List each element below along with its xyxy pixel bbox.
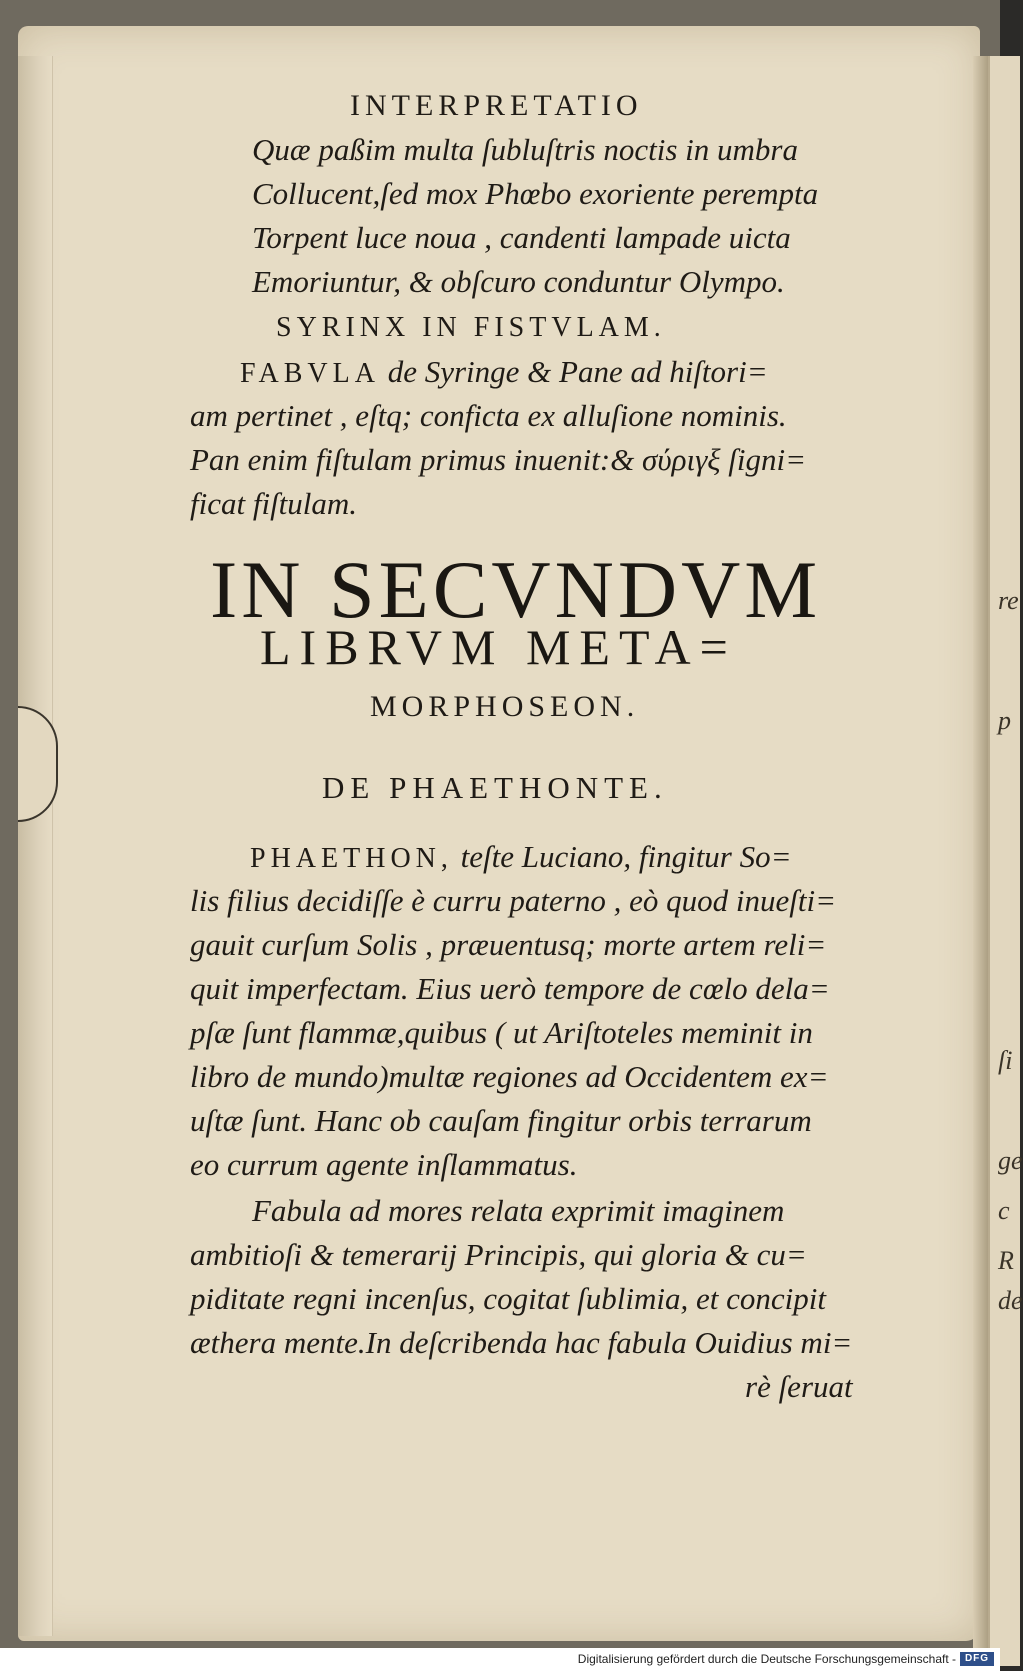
facing-fragment: R: [998, 1246, 1014, 1275]
body-line: æthera mente.In deſcribenda hac fabula Ouidius mi=: [190, 1325, 853, 1360]
body-line: gauit curſum Solis , præuentusq; morte artem reli=: [190, 927, 827, 962]
verse-line: Quæ paßim multa ſubluſtris noctis in umbra: [252, 132, 798, 167]
body-line: eo currum agente inſlammatus.: [190, 1147, 578, 1182]
heading-interpretatio: INTERPRETATIO: [350, 89, 643, 122]
verse-line: Emoriuntur, & obſcuro conduntur Olympo.: [252, 264, 785, 299]
facing-fragment: re: [998, 586, 1019, 615]
facing-fragment: p: [998, 706, 1011, 735]
body-line: [250, 838, 792, 878]
dfg-logo: DFG: [960, 1652, 994, 1666]
fabula-lead: FABVLA: [240, 358, 380, 389]
phaethon-lead: PHAETHON,: [250, 843, 453, 874]
body-line: quit imperfectam. Eius uerò tempore de cœlo dela=: [190, 971, 830, 1006]
footer-credit: Digitalisierung gefördert durch die Deutsche Forschungsgemeinschaft -: [577, 1652, 956, 1666]
fabula-line: [240, 353, 768, 393]
book-title-line-1: IN SECVNDVM: [210, 544, 822, 635]
book-title-line-3: MORPHOSEON.: [370, 690, 640, 723]
fabula-line: ficat fiſtulam.: [190, 486, 358, 521]
section-title: DE PHAETHONTE.: [322, 770, 668, 805]
verse-line: Collucent,ſed mox Phœbo exoriente perempta: [252, 176, 819, 211]
digitization-footer: [0, 1648, 1000, 1671]
catchword: rè ſeruat: [745, 1369, 853, 1404]
body-line: uſtæ ſunt. Hanc ob cauſam fingitur orbis terrarum: [190, 1103, 812, 1138]
book-title-line-2: LIBRVM META=: [260, 619, 737, 675]
body-line: ambitioſi & temerarij Principis, qui gloria & cu=: [190, 1237, 807, 1272]
syrinx-title: SYRINX IN FISTVLAM.: [276, 312, 666, 343]
facing-fragment: ſi: [998, 1046, 1013, 1075]
fabula-line-text: de Syringe & Pane ad hiſtori=: [379, 354, 768, 389]
body-line: libro de mundo)multæ regiones ad Occidentem ex=: [190, 1059, 829, 1094]
body-line: Fabula ad mores relata exprimit imaginem: [252, 1193, 785, 1228]
facing-fragment: c: [998, 1196, 1010, 1225]
body-line: lis filius decidiſſe è curru paterno , eò quod inueſti=: [190, 883, 837, 918]
body-line: pſæ ſunt flammæ,quibus ( ut Ariſtoteles meminit in: [190, 1015, 813, 1050]
verse-line: Torpent luce noua , candenti lampade uicta: [252, 220, 791, 255]
fabula-line: am pertinet , eſtq; conficta ex alluſione nominis.: [190, 398, 787, 433]
body-line: piditate regni incenſus, cogitat ſublimia, et concipit: [190, 1281, 826, 1316]
page-edge: [18, 56, 53, 1636]
book-gutter: [973, 56, 989, 1666]
body-line-text: teſte Luciano, fingitur So=: [452, 839, 792, 874]
facing-page-edge: [988, 56, 1023, 1666]
fabula-line: Pan enim fiſtulam primus inuenit:& σύριγξ ſigni=: [190, 442, 807, 477]
facing-fragment: ge: [998, 1146, 1023, 1175]
facing-fragment: de: [998, 1286, 1023, 1315]
